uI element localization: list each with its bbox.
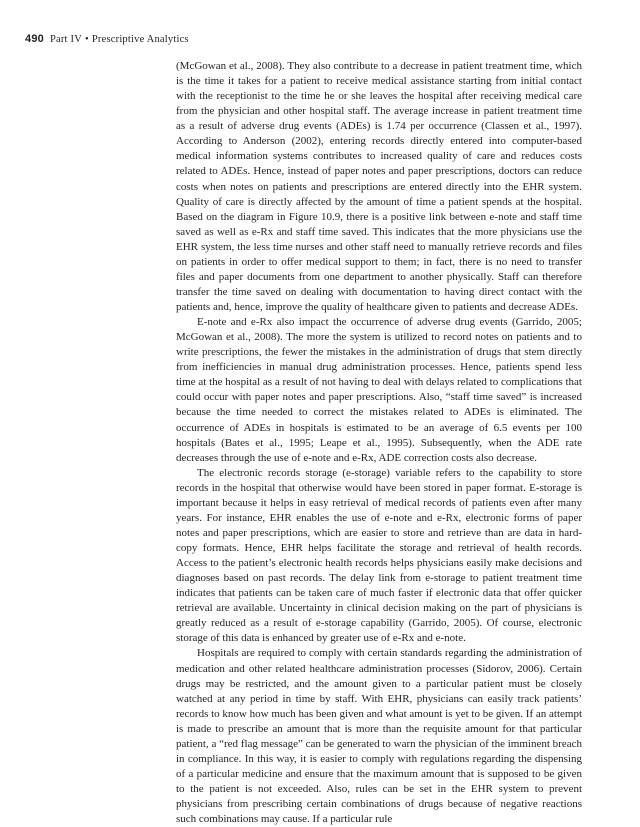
- part-label: Part IV: [49, 34, 82, 45]
- header-separator: •: [84, 34, 89, 45]
- paragraph-4: Hospitals are required to comply with certain standards regarding the administration of medication and other related healthcare administration processes (Sidorov, 2006). Certain drugs may be restricted, and the amount given to a particular patient must be closely watched at any period in time by staff. With EHR, physicians can easily track patients’ records to know how much has been given and what amount is yet to be given. If an attempt is made to prescribe an amount that is more than the requisite amount for that particular patient, a “red flag message” can be generated to warn the physician of the imminent breach in compliance. In this way, it is easier to comply with regulations regarding the dispensing of a particular medicine and ensure that the maximum amount that is supposed to be given to the patient is not exceeded. Also, rules can be set in the EHR system to prevent physicians from prescribing certain combinations of drugs because of negative reactions such combinations may cause. If a particular rule: [176, 647, 582, 826]
- body-text: [176, 59, 582, 827]
- section-title: Prescriptive Analytics: [91, 34, 189, 45]
- running-header: [25, 33, 189, 45]
- page-number: 490: [25, 33, 44, 45]
- paragraph-2: E-note and e-Rx also impact the occurrence of adverse drug events (Garrido, 2005; McGowan et al., 2008). The more the system is utilized to record notes on patients and to write prescriptions, the fewer the mistakes in the administration of drugs that stem directly from inefficiencies in manual drug administration processes. Hence, patients spend less time at the hospital as a result of not having to deal with delays related to complications that could occur with paper notes and paper prescriptions. Also, “staff time saved” is increased because the time needed to correct the mistakes related to ADEs is eliminated. The occurrence of ADEs in hospitals is estimated to be an average of 6.5 events per 100 hospitals (Bates et al., 1995; Leape et al., 1995). Subsequently, when the ADE rate decreases through the use of e-note and e-Rx, ADE correction costs also decrease.: [176, 316, 582, 464]
- paragraph-1: (McGowan et al., 2008). They also contribute to a decrease in patient treatment time, which is the time it takes for a patient to receive medical assistance starting from initial contact with the receptionist to the time he or she leaves the hospital after receiving medical care from the physician and other hospital staff. The average increase in patient treatment time as a result of adverse drug events (ADEs) is 1.74 per occurrence (Classen et al., 1997). According to Anderson (2002), entering records directly entered into computer-based medical information systems contributes to increased quality of care and reduces costs related to ADEs. Hence, instead of paper notes and paper prescriptions, doctors can reduce costs when notes on patients and prescriptions are entered directly into the EHR system. Quality of care is directly affected by the amount of time a patient spends at the hospital. Based on the diagram in Figure 10.9, there is a positive link between e-note and staff time saved as well as e-Rx and staff time saved. This indicates that the more physicians use the EHR system, the less time nurses and other staff need to manually retrieve records and files on patients in order to offer medical support to them; in fact, there is no need to transfer files and paper documents from one department to another physically. Staff can therefore transfer the time saved on dealing with documentation to having direct contact with the patients and, hence, improve the quality of healthcare given to patients and decrease ADEs.: [176, 60, 582, 313]
- paragraph-3: The electronic records storage (e-storage) variable refers to the capability to store records in the hospital that otherwise would have been stored in paper format. E-storage is important because it helps in easy retrieval of medical records of patients even after many years. For instance, EHR enables the use of e-note and e-Rx, electronic forms of paper notes and paper prescriptions, which are easier to store and retrieve than are data in hard-copy formats. Hence, EHR helps facilitate the storage and retrieval of health records. Access to the patient’s electronic health records helps physicians easily make decisions and diagnoses based on past records. The delay link from e-storage to patient treatment time indicates that patients can be taken care of much faster if electronic data that offer quicker retrieval are available. Uncertainty in clinical decision making on the part of physicians is greatly reduced as a result of e-storage capability (Garrido, 2005). Of course, electronic storage of this data is enhanced by greater use of e-Rx and e-note.: [176, 466, 582, 645]
